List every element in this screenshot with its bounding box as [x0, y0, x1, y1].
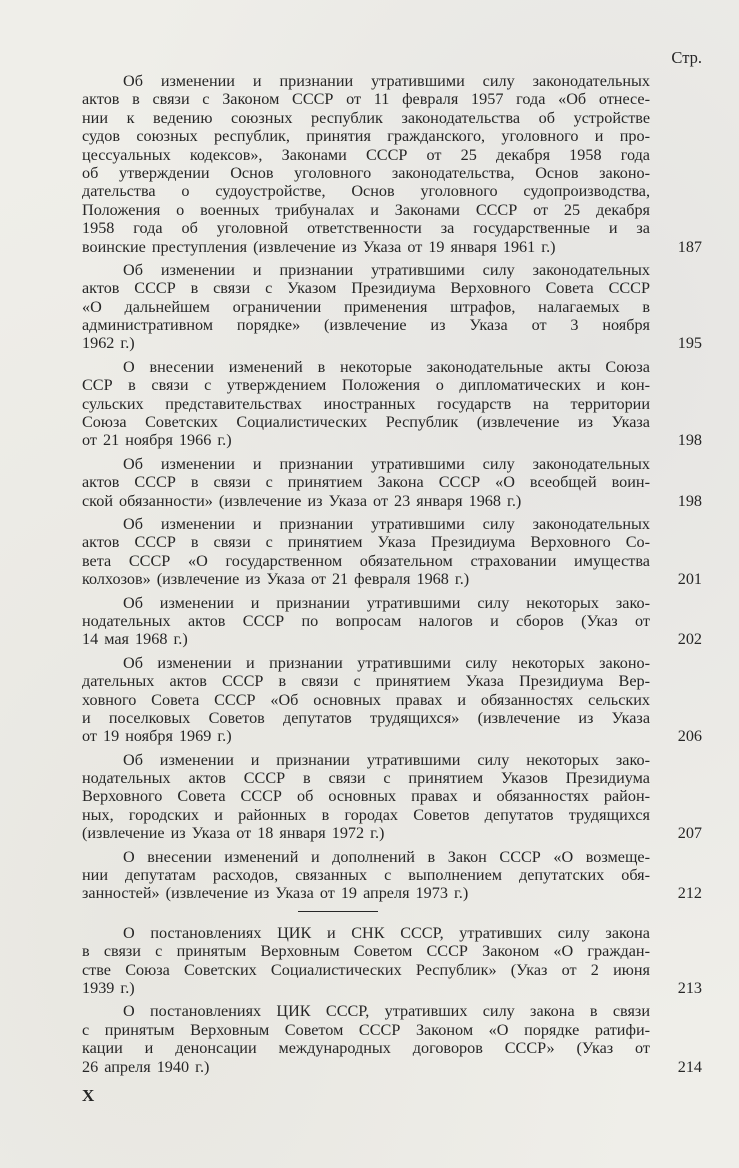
toc-entry-line: нодательных актов СССР в связи с принятием Указов Президиума — [82, 769, 650, 788]
toc-entry-line: дательства о судоустройстве, Основ уголовного судопроизводства, — [82, 182, 650, 201]
dot-leader — [394, 824, 650, 842]
toc-entry-line — [82, 238, 650, 256]
toc-entry-line: Об изменении и признании утратившими силу законодательных — [123, 72, 650, 90]
toc-entry-line: Об изменении и признании утратившими силу некоторых зако- — [123, 750, 650, 769]
section-divider — [298, 911, 378, 912]
toc-entry-line: актов СССР в связи с Указом Президиума Верховного Совета СССР — [82, 279, 650, 298]
toc-entry-line — [82, 979, 650, 997]
toc-entry-line: вета СССР «О государственном обязательном страховании имущества — [82, 551, 650, 570]
toc-entry-line: О внесении изменений и дополнений в Закон СССР «О возмеще- — [123, 847, 650, 866]
toc-entry-line: ных, городских и районных в городах Советов депутатов трудящихся — [82, 805, 650, 824]
toc-entry-line: нодательных актов СССР по вопросам налогов и сборов (Указ от — [82, 611, 650, 630]
toc-entry-line: об утверждении Основ уголовного законодательства, Основ законо- — [82, 163, 650, 182]
toc-entry-line: Об изменении и признании утратившими силу законодательных — [123, 454, 650, 473]
toc-entry-line: с принятым Верховным Советом СССР Законом «О порядке ратифи- — [82, 1020, 650, 1039]
dot-leader — [566, 238, 650, 256]
toc-entry-line: судов союзных республик, принятия гражданского, уголовного и про- — [82, 127, 650, 146]
page-column-label: Стр. — [671, 48, 702, 67]
toc-page-number[interactable]: 198 — [677, 431, 702, 450]
toc-entry-line — [82, 824, 650, 842]
toc-entry-line: Об изменении и признании утратившими силу законодательных — [123, 514, 650, 533]
toc-entry-text: 1939 г.) — [82, 978, 135, 997]
toc-entry-text: 1962 г.) — [82, 334, 135, 353]
dot-leader — [198, 630, 650, 648]
toc-entry-text: колхозов» (извлечение из Указа от 21 февраля 1968 г.) — [82, 570, 470, 589]
toc-page-number[interactable]: 206 — [677, 727, 702, 746]
toc-entry-line: стве Союза Советских Социалистических Республик» (Указ от 2 июня — [82, 960, 650, 979]
toc-entry-line: сульских представительствах иностранных государств на территории — [82, 394, 650, 413]
toc-entry-line: Верховного Совета СССР об основных правах и обязанностях район- — [82, 787, 650, 806]
toc-entry-line: ССР в связи с утверждением Положения о дипломатических и кон- — [82, 376, 650, 395]
dot-leader — [242, 431, 650, 449]
toc-entry-line: кации и денонсации международных договоров СССР» (Указ от — [82, 1039, 650, 1058]
toc-entry[interactable] — [82, 848, 702, 903]
toc-entry[interactable] — [82, 654, 702, 746]
toc-entry-line: актов СССР в связи с принятием Закона СССР «О всеобщей воин- — [82, 473, 650, 492]
toc-entry-line: административном порядке» (извлечение из Указа от 3 ноября — [82, 316, 650, 335]
toc-page-number[interactable]: 213 — [677, 978, 702, 997]
toc-page-number[interactable]: 198 — [677, 491, 702, 510]
toc-entry-line: Об изменении и признании утратившими силу законодательных — [123, 260, 650, 279]
toc-entry-line: дательных актов СССР в связи с принятием Указа Президиума Вер- — [82, 672, 650, 691]
toc-page-number[interactable]: 202 — [677, 630, 702, 649]
toc-entry-text: 14 мая 1968 г.) — [82, 630, 188, 649]
toc-entry-text: от 21 ноября 1966 г.) — [82, 431, 232, 450]
toc-entry-line — [82, 492, 650, 510]
toc-page-number[interactable]: 195 — [677, 334, 702, 353]
toc-page-number[interactable]: 207 — [677, 824, 702, 843]
toc-entry[interactable] — [82, 261, 702, 353]
toc-entry-line: О постановлениях ЦИК СССР, утративших силу закона в связи — [123, 1002, 650, 1021]
toc-entry[interactable] — [82, 924, 702, 998]
toc-entry-line — [82, 1058, 650, 1076]
dot-leader — [219, 1058, 650, 1076]
toc-entry-line: и поселковых Советов депутатов трудящихся» (извлечение из Указа — [82, 708, 650, 727]
toc-entry[interactable] — [82, 455, 702, 510]
toc-entry-line: ховного Совета СССР «Об основных правах и обязанностях сельских — [82, 690, 650, 709]
toc-entry-line: нии к ведению союзных республик законодательства об устройстве — [82, 108, 650, 127]
toc-entry-text: 26 апреля 1940 г.) — [82, 1057, 210, 1076]
toc-page-number[interactable]: 212 — [677, 884, 702, 903]
toc-entry-line: О внесении изменений в некоторые законодательные акты Союза — [123, 357, 650, 376]
toc-entry[interactable] — [82, 72, 702, 256]
toc-entry-line: «О дальнейшем ограничении применения штрафов, налагаемых в — [82, 297, 650, 316]
toc-entries — [82, 72, 702, 1076]
toc-entry[interactable] — [82, 515, 702, 589]
toc-entry-line: цессуальных кодексов», Законами СССР от 25 декабря 1958 года — [82, 145, 650, 164]
toc-entry-text: занностей» (извлечение из Указа от 19 апреля 1973 г.) — [82, 884, 469, 903]
toc-page-number[interactable]: 201 — [677, 570, 702, 589]
toc-entry-line: актов в связи с Законом СССР от 11 февраля 1957 года «Об отнесе- — [82, 90, 650, 109]
toc-entry-text: (извлечение из Указа от 18 января 1972 г.) — [82, 824, 385, 843]
toc-entry-line: 1958 года об уголовной ответственности за государственные и за — [82, 219, 650, 238]
toc-entry[interactable] — [82, 1002, 702, 1076]
toc-entry-line: Положения о военных трибуналах и Законами СССР от 25 декабря — [82, 200, 650, 219]
toc-entry-line: в связи с принятым Верховным Советом СССР Законом «О граждан- — [82, 942, 650, 961]
toc-entry-text: воинские преступления (извлечение из Указа от 19 января 1961 г.) — [82, 237, 556, 256]
dot-leader — [242, 727, 650, 745]
page-folio: X — [82, 1085, 95, 1105]
toc-entry-line: Об изменении и признании утратившими силу некоторых законо- — [123, 653, 650, 672]
toc-entry-line: Об изменении и признании утратившими силу некоторых зако- — [123, 593, 650, 612]
toc-entry[interactable] — [82, 594, 702, 649]
dot-leader — [479, 570, 650, 588]
dot-leader — [478, 884, 650, 902]
toc-entry-text: ской обязанности» (извлечение из Указа от 23 января 1968 г.) — [82, 491, 522, 510]
toc-entry-line — [82, 431, 650, 449]
toc-page-number[interactable]: 187 — [677, 237, 702, 256]
toc-entry-line — [82, 630, 650, 648]
toc-entry-line — [82, 727, 650, 745]
toc-entry-line: нии депутатам расходов, связанных с выполнением депутатских обя- — [82, 866, 650, 885]
dot-leader — [145, 979, 650, 997]
toc-entry-line — [82, 334, 650, 352]
toc-entry-line: актов СССР в связи с принятием Указа Президиума Верховного Со- — [82, 533, 650, 552]
dot-leader — [145, 334, 650, 352]
toc-entry-line: О постановлениях ЦИК и СНК СССР, утративших силу закона — [123, 923, 650, 942]
toc-entry[interactable] — [82, 751, 702, 843]
toc-entry-line: Союза Советских Социалистических Республик (извлечение из Указа — [82, 413, 650, 432]
dot-leader — [531, 492, 650, 510]
toc-entry-text: от 19 ноября 1969 г.) — [82, 727, 232, 746]
table-of-contents — [82, 72, 702, 1106]
toc-entry[interactable] — [82, 358, 702, 450]
toc-page-number[interactable]: 214 — [677, 1057, 702, 1076]
toc-entry-line — [82, 570, 650, 588]
toc-entry-line — [82, 884, 650, 902]
